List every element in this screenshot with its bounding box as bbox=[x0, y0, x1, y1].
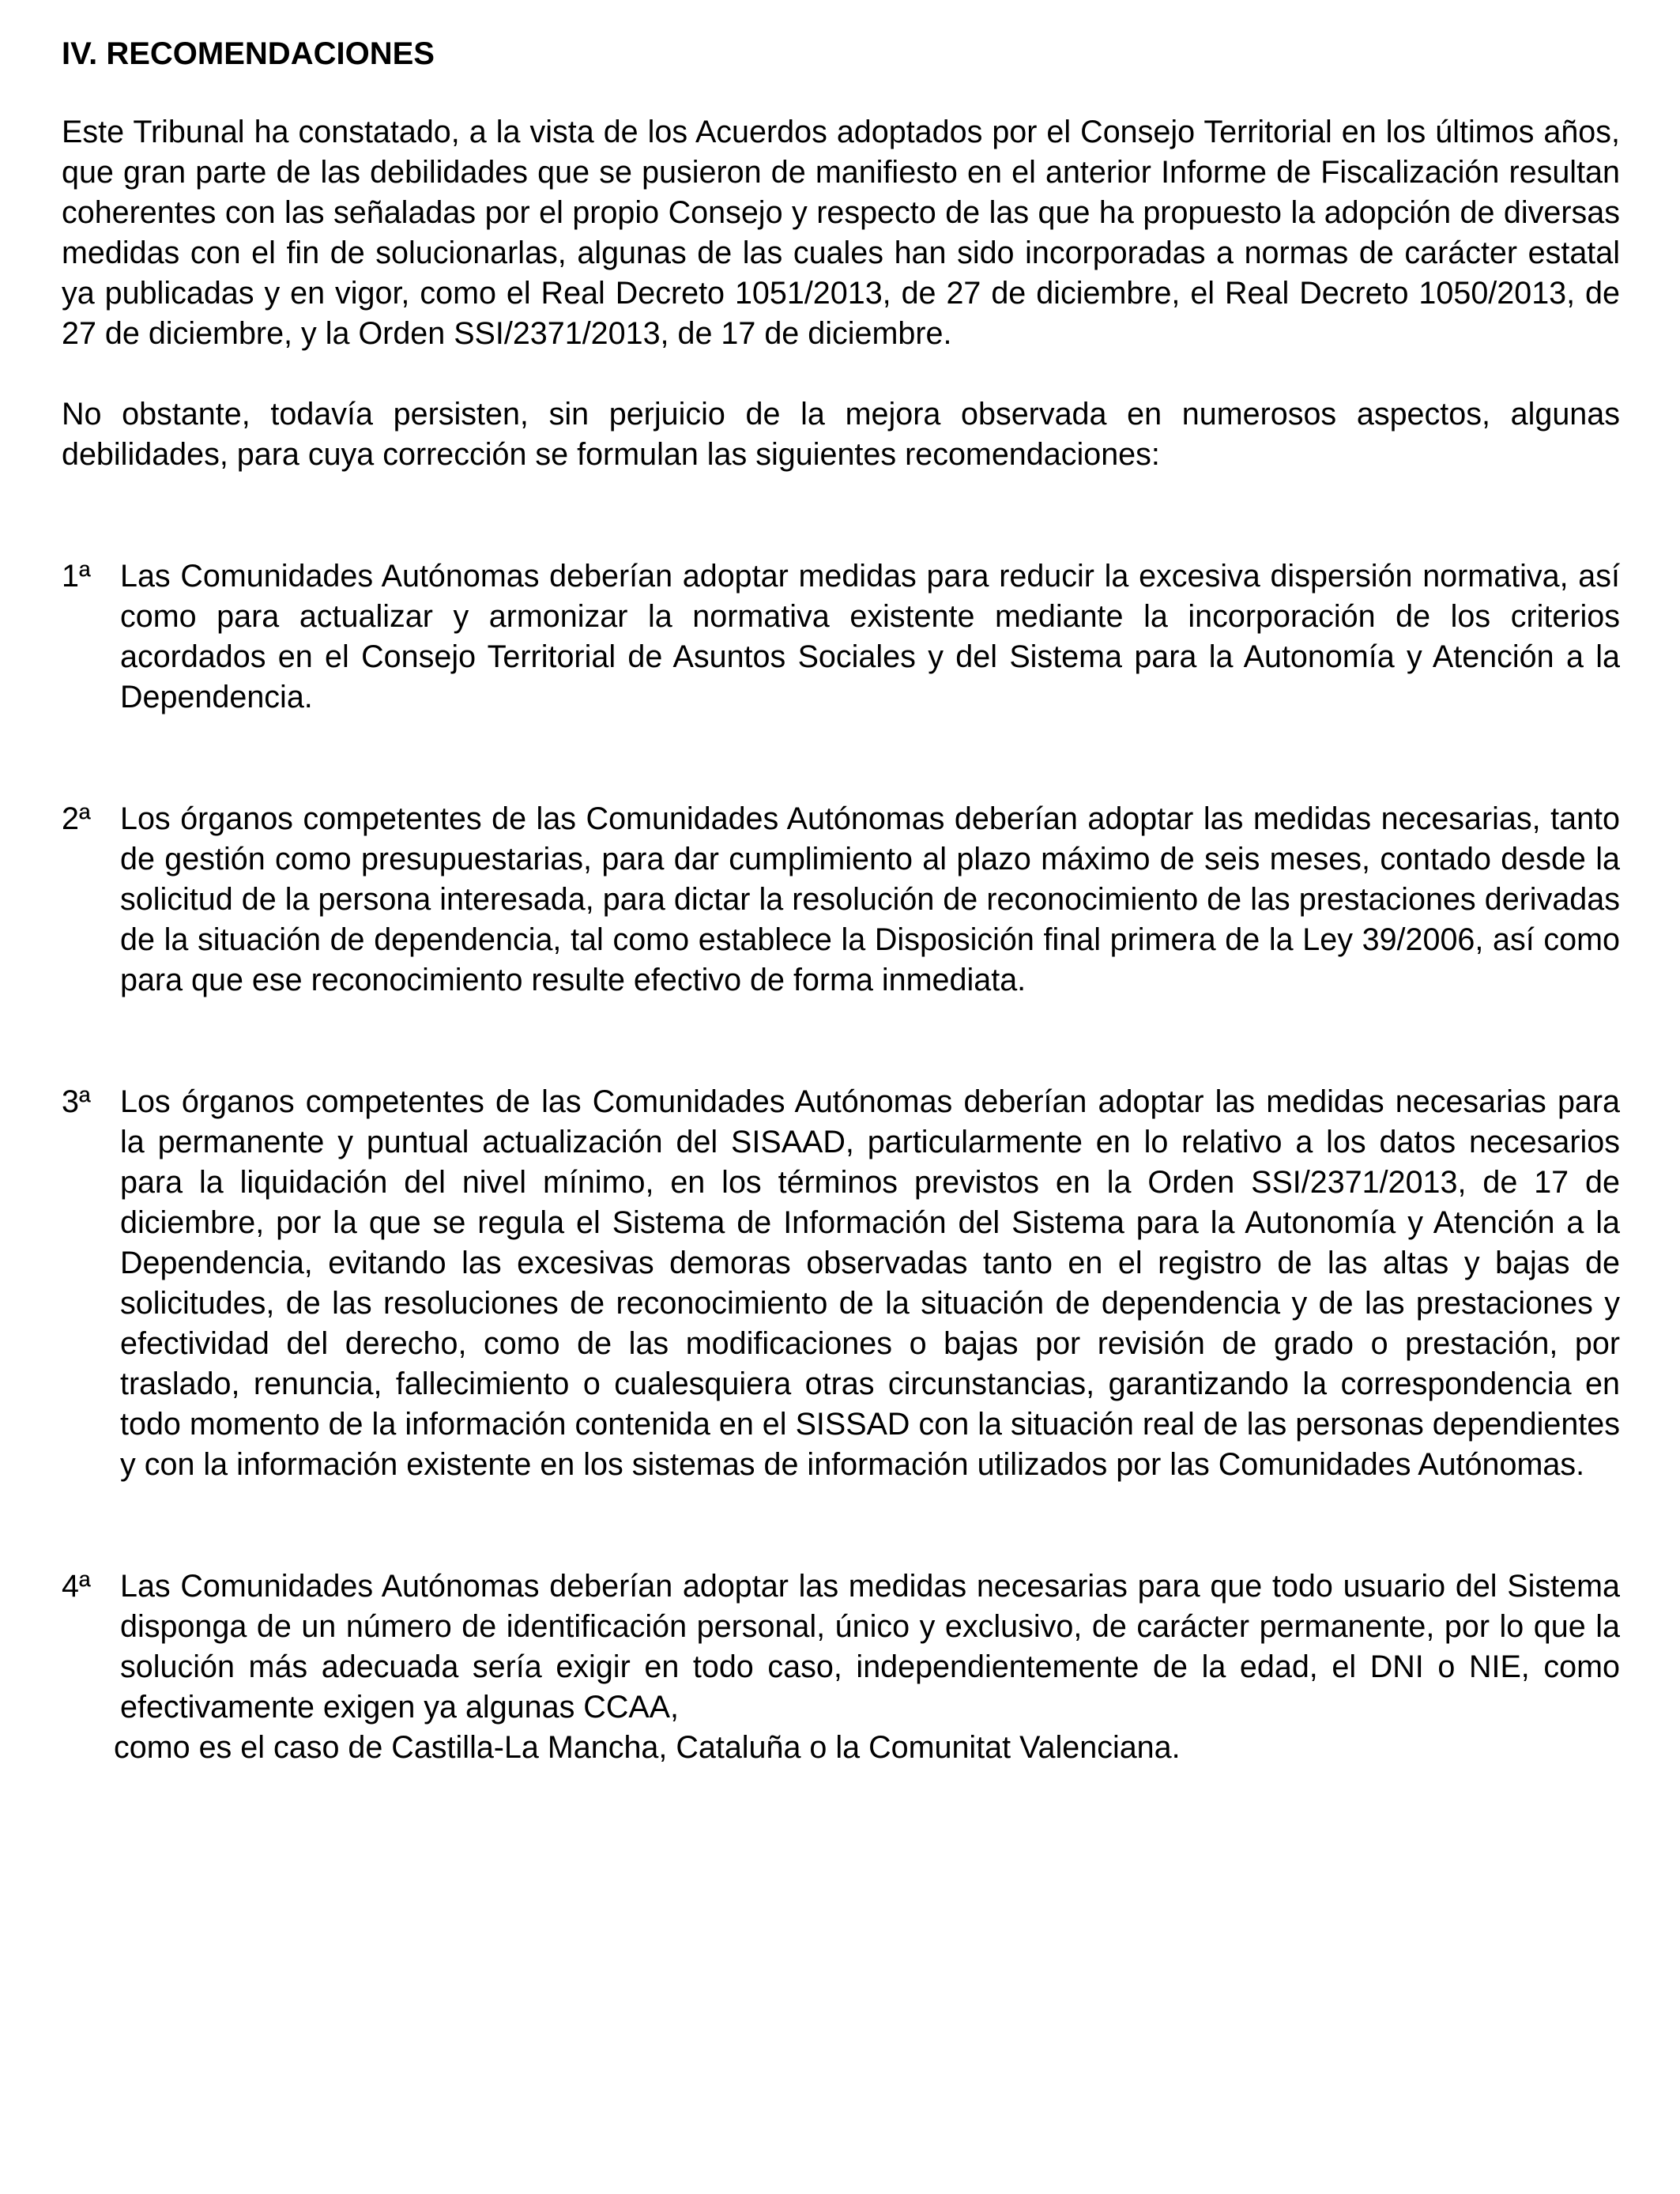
recommendation-number: 1ª bbox=[62, 559, 91, 594]
intro-paragraph-1: Este Tribunal ha constatado, a la vista de los Acuerdos adoptados por el Consejo Territorial en los últimos años, que gran parte de las debilidades que se pusieron de manifiesto en el anterior Informe de Fiscalización resultan coherentes con las señaladas por el propio Consejo y respecto de las que ha propuesto la adopción de diversas medidas con el fin de solucionarlas, algunas de las cuales han sido incorporadas a normas de carácter estatal ya publicadas y en vigor, como el Real Decreto 1051/2013, de 27 de diciembre, el Real Decreto 1050/2013, de 27 de diciembre, y la Orden SSI/2371/2013, de 17 de diciembre. bbox=[62, 115, 1620, 351]
recommendation-text-last-line: como es el caso de Castilla-La Mancha, Cataluña o la Comunitat Valenciana. bbox=[114, 1730, 1181, 1765]
recommendation-item-3 bbox=[62, 1082, 1620, 1485]
document-page bbox=[62, 33, 1620, 1768]
recommendation-item-1 bbox=[62, 556, 1620, 718]
recommendation-text: Los órganos competentes de las Comunidades Autónomas deberían adoptar las medidas necesarias para la permanente y puntual actualización del SISAAD, particularmente en lo relativo a los datos necesarios para la liquidación del nivel mínimo, en los términos previstos en la Orden SSI/2371/2013, de 17 de diciembre, por la que se regula el Sistema de Información del Sistema para la Autonomía y Atención a la Dependencia, evitando las excesivas demoras observadas tanto en el registro de las altas y bajas de solicitudes, de las resoluciones de reconocimiento de la situación de dependencia y de las prestaciones y efectividad del derecho, como de las modificaciones o bajas por revisión de grado o prestación, por traslado, renuncia, fallecimiento o cualesquiera otras circunstancias, garantizando la correspondencia en todo momento de la información contenida en el SISSAD con la situación real de las personas dependientes y con la información existente en los sistemas de información utilizados por las Comunidades Autónomas. bbox=[120, 1084, 1620, 1482]
recommendation-item-4 bbox=[62, 1566, 1620, 1768]
recommendation-number: 4ª bbox=[62, 1569, 91, 1604]
recommendation-text: Los órganos competentes de las Comunidades Autónomas deberían adoptar las medidas necesarias, tanto de gestión como presupuestarias, para dar cumplimiento al plazo máximo de seis meses, contado desde la solicitud de la persona interesada, para dictar la resolución de reconocimiento de las prestaciones derivadas de la situación de dependencia, tal como establece la Disposición final primera de la Ley 39/2006, así como para que ese reconocimiento resulte efectivo de forma inmediata. bbox=[120, 801, 1620, 997]
recommendations-list bbox=[62, 556, 1620, 1768]
recommendation-text: Las Comunidades Autónomas deberían adoptar medidas para reducir la excesiva dispersión normativa, así como para actualizar y armonizar la normativa existente mediante la incorporación de los criterios acordados en el Consejo Territorial de Asuntos Sociales y del Sistema para la Autonomía y Atención a la Dependencia. bbox=[120, 559, 1620, 714]
recommendation-item-2 bbox=[62, 799, 1620, 1001]
intro-paragraph-2: No obstante, todavía persisten, sin perjuicio de la mejora observada en numerosos aspectos, algunas debilidades, para cuya corrección se formulan las siguientes recomendaciones: bbox=[62, 397, 1620, 472]
recommendation-number: 2ª bbox=[62, 801, 91, 836]
recommendation-number: 3ª bbox=[62, 1084, 91, 1119]
recommendation-text: Las Comunidades Autónomas deberían adoptar las medidas necesarias para que todo usuario del Sistema disponga de un número de identificación personal, único y exclusivo, de carácter permanente, por lo que la solución más adecuada sería exigir en todo caso, independientemente de la edad, el DNI o NIE, como efectivamente exigen ya algunas CCAA, bbox=[120, 1569, 1620, 1725]
section-heading: IV. RECOMENDACIONES bbox=[62, 36, 435, 71]
